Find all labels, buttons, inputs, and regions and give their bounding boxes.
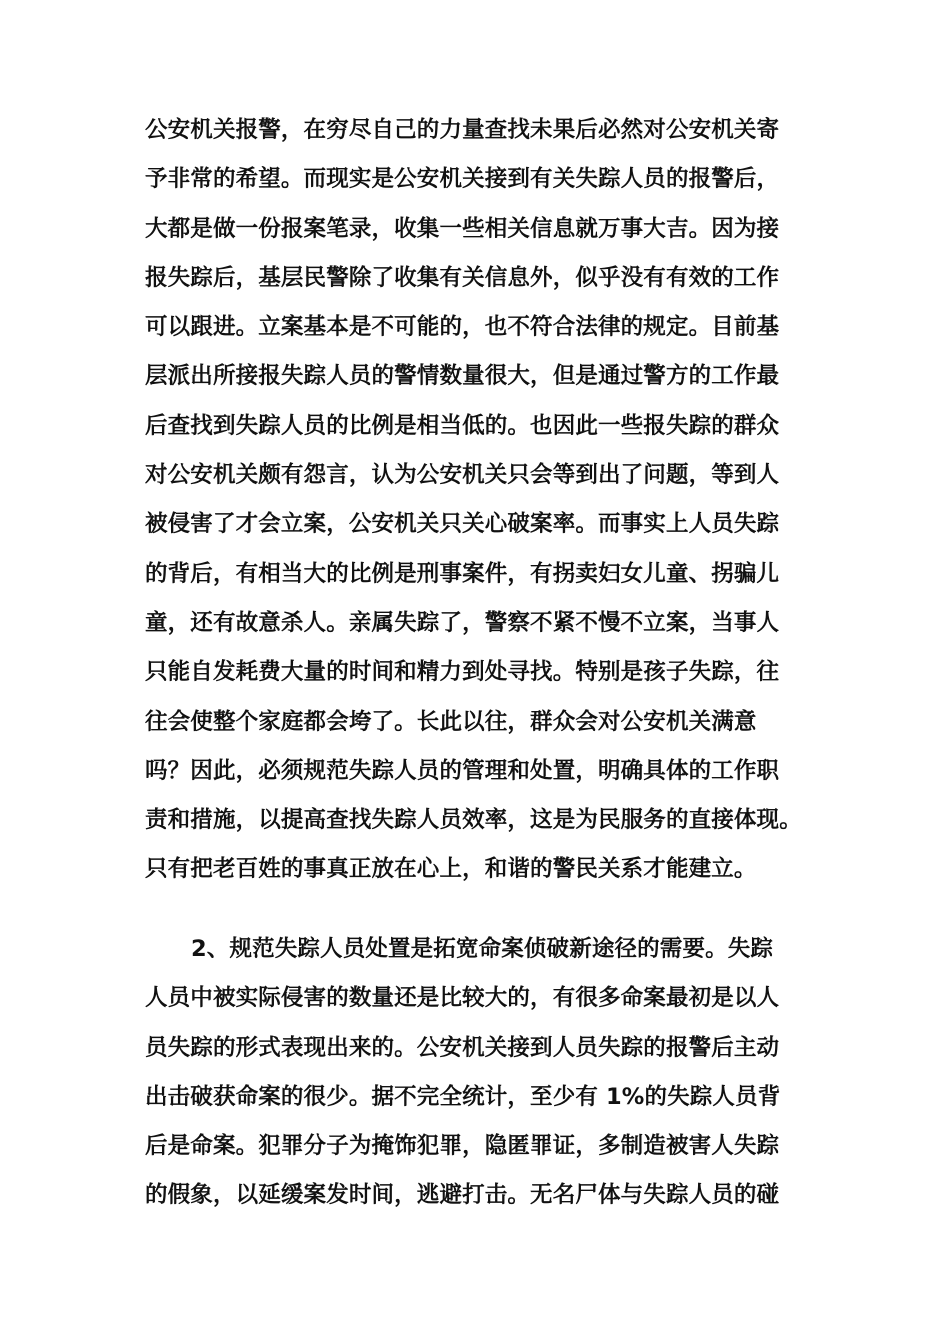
text-line: 只有把老百姓的事真正放在心上，和谐的警民关系才能建立。 [145, 856, 757, 883]
text-line: 的背后，有相当大的比例是刑事案件，有拐卖妇女儿童、拐骗儿 [145, 560, 780, 587]
text-line: 报失踪后，基层民警除了收集有关信息外，似乎没有有效的工作 [145, 264, 780, 291]
text-line: 可以跟进。立案基本是不可能的，也不符合法律的规定。目前基 [145, 314, 780, 341]
text-line: 只能自发耗费大量的时间和精力到处寻找。特别是孩子失踪，往 [145, 659, 780, 686]
body-paragraph-1 [145, 106, 810, 895]
text-line: 往会使整个家庭都会垮了。长此以往，群众会对公安机关满意 [145, 708, 757, 735]
text-line: 出击破获命案的很少。据不完全统计，至少有 1%的失踪人员背 [145, 1083, 781, 1110]
text-line: 的假象，以延缓案发时间，逃避打击。无名尸体与失踪人员的碰 [145, 1182, 780, 1209]
text-line: 吗？因此，必须规范失踪人员的管理和处置，明确具体的工作职 [145, 757, 780, 784]
text-line: 责和措施，以提高查找失踪人员效率，这是为民服务的直接体现。 [145, 807, 802, 834]
text-line: 大都是做一份报案笔录，收集一些相关信息就万事大吉。因为接 [145, 215, 780, 242]
text-line: 后是命案。犯罪分子为掩饰犯罪，隐匿罪证，多制造被害人失踪 [145, 1133, 780, 1160]
text-line: 公安机关报警，在穷尽自己的力量查找未果后必然对公安机关寄 [145, 117, 780, 143]
text-line: 对公安机关颇有怨言，认为公安机关只会等到出了问题，等到人 [145, 462, 780, 489]
text-line: 2、规范失踪人员处置是拓宽命案侦破新途径的需要。失踪 [191, 936, 774, 962]
text-line: 后查找到失踪人员的比例是相当低的。也因此一些报失踪的群众 [145, 412, 780, 439]
text-line: 人员中被实际侵害的数量还是比较大的，有很多命案最初是以人 [145, 985, 780, 1012]
body-paragraph-2 [145, 925, 810, 1221]
text-line: 员失踪的形式表现出来的。公安机关接到人员失踪的报警后主动 [145, 1034, 780, 1061]
text-line: 层派出所接报失踪人员的警情数量很大，但是通过警方的工作最 [145, 363, 780, 390]
text-line: 童，还有故意杀人。亲属失踪了，警察不紧不慢不立案，当事人 [145, 609, 780, 636]
text-line: 被侵害了才会立案，公安机关只关心破案率。而事实上人员失踪 [145, 511, 780, 538]
text-line: 予非常的希望。而现实是公安机关接到有关失踪人员的报警后， [145, 166, 780, 193]
